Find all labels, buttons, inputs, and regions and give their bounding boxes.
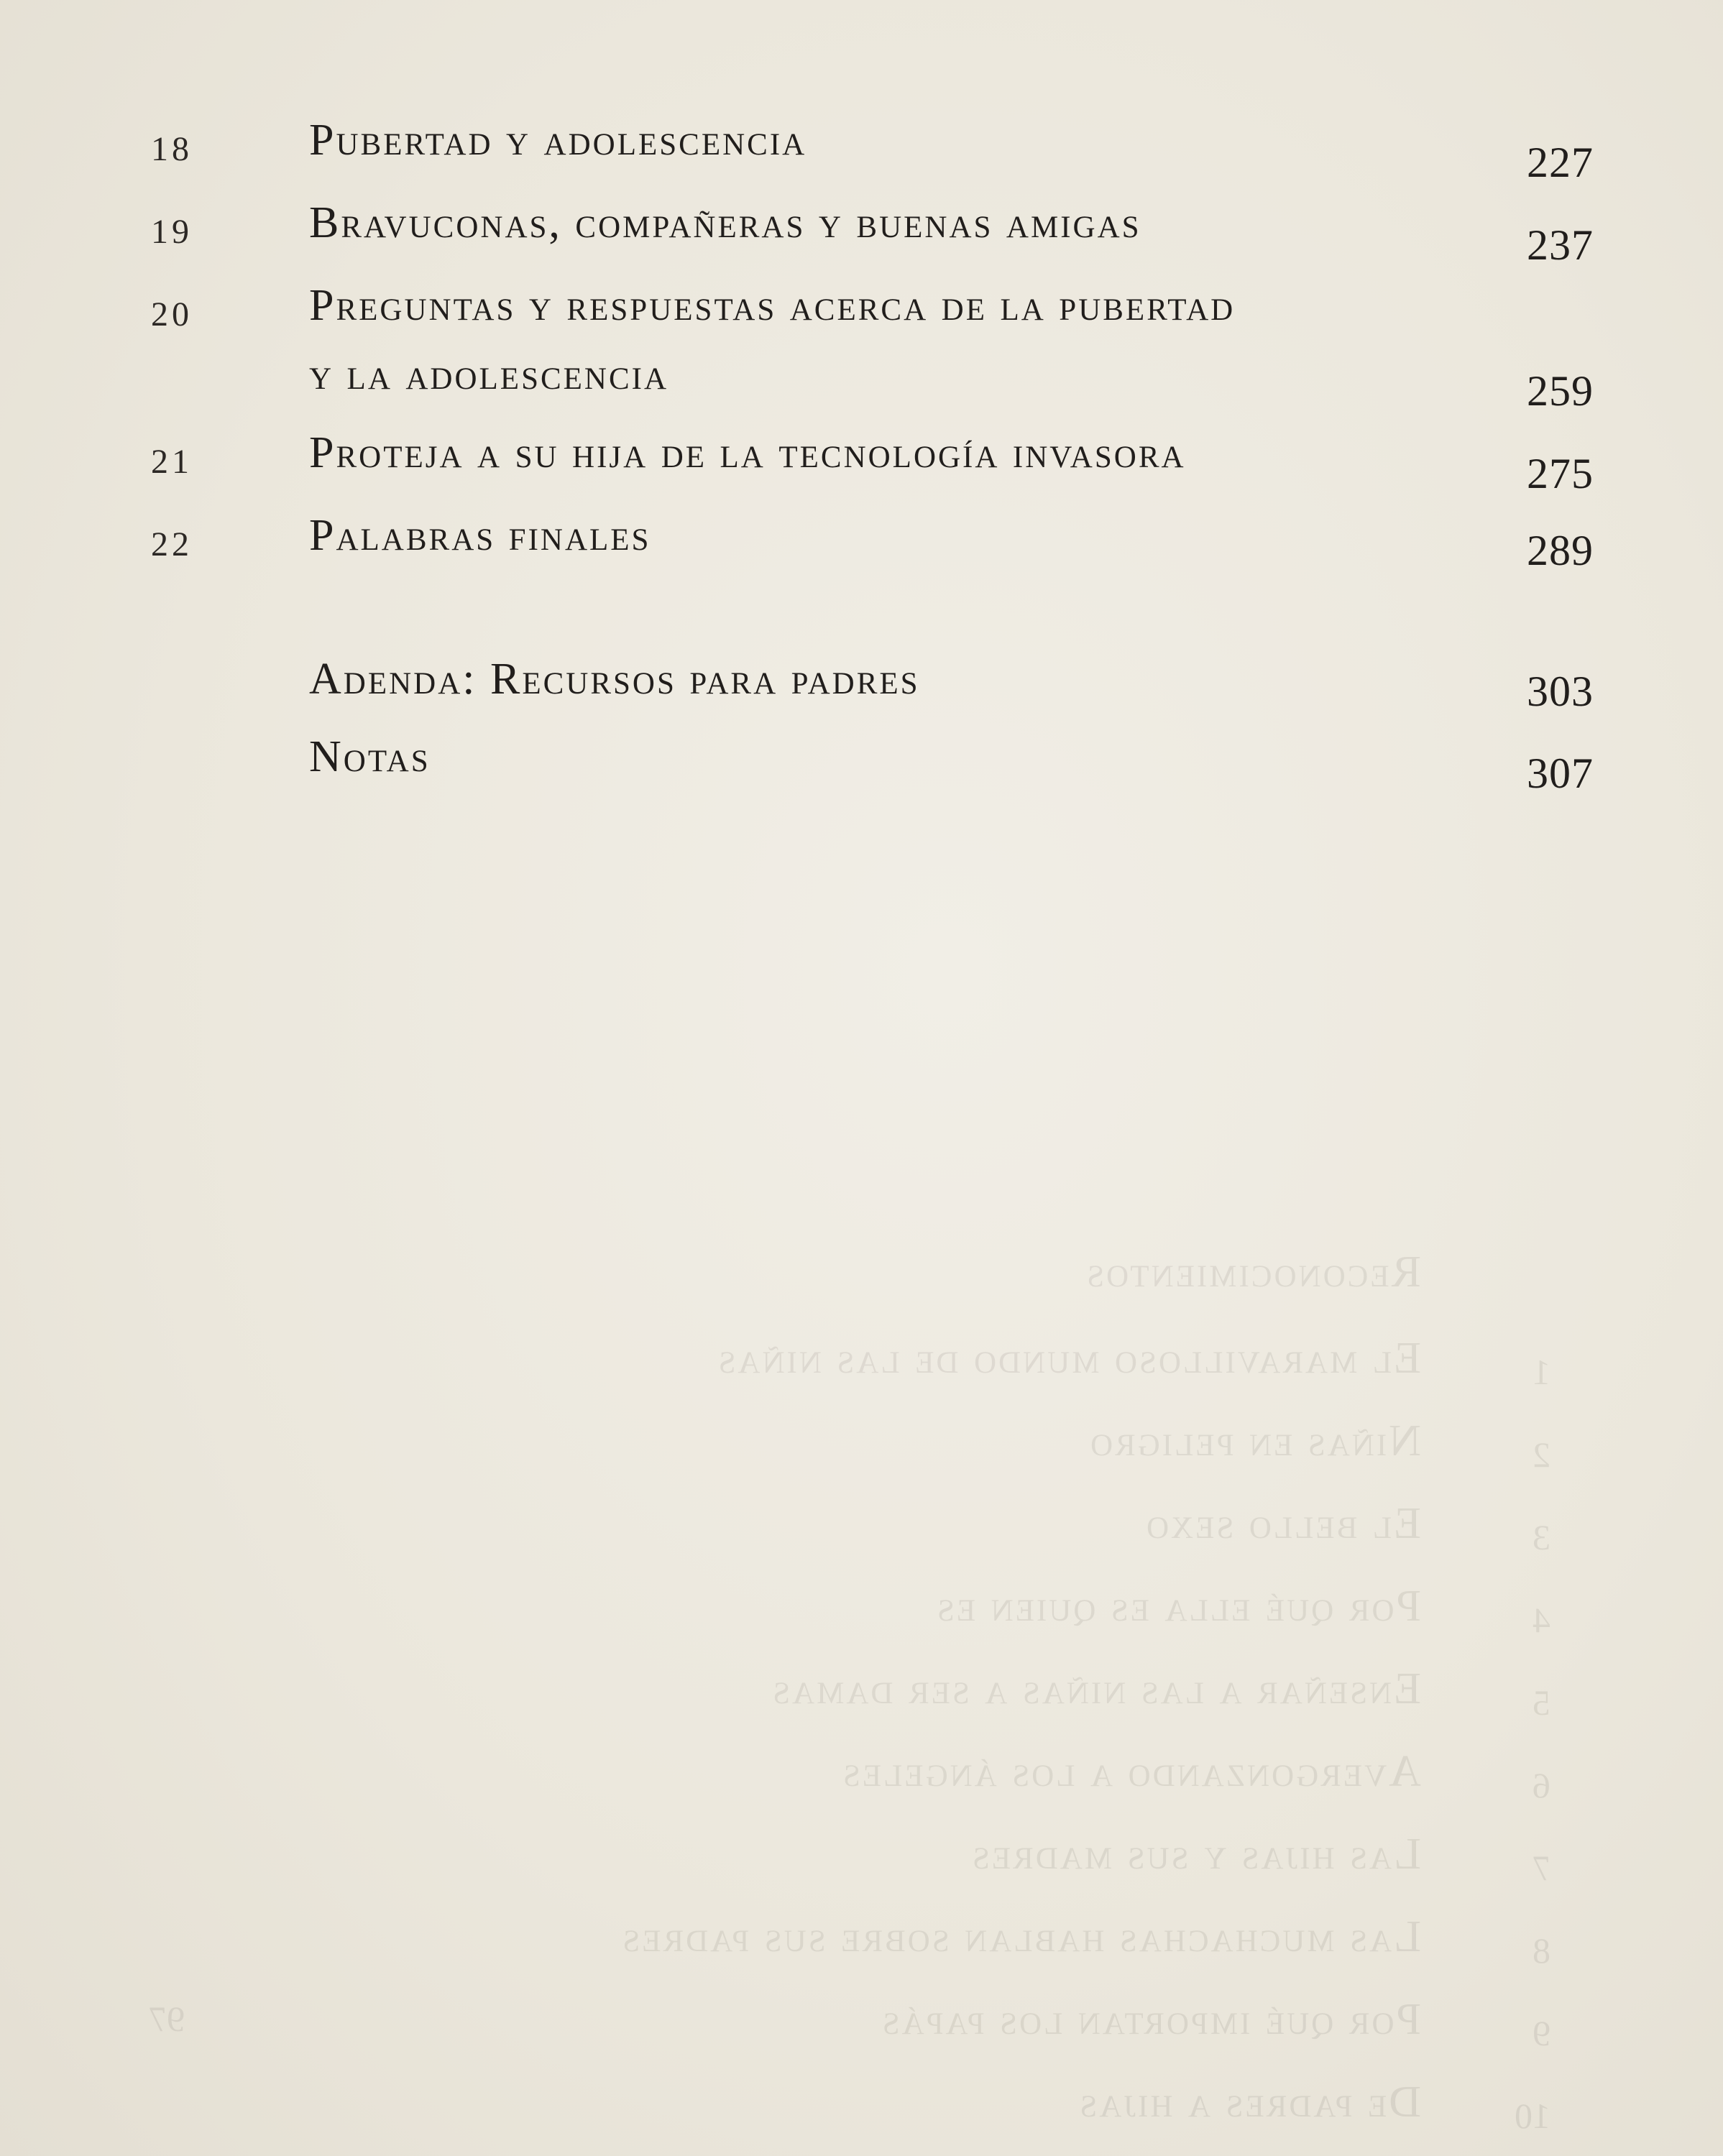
chapter-number: 21	[151, 443, 193, 481]
show-through-number: 7	[1533, 1848, 1550, 1888]
show-through-line: De padres a hijas	[1078, 2078, 1421, 2127]
chapter-number: 18	[151, 130, 193, 168]
show-through-line: El maravilloso mundo de las niñas	[716, 1334, 1421, 1383]
show-through-line: Por qué ella es quien es	[934, 1582, 1421, 1631]
show-through-number: 8	[1533, 1930, 1550, 1971]
show-through-number: 4	[1533, 1600, 1550, 1640]
chapter-number: 20	[151, 295, 193, 333]
chapter-title: Pubertad y adolescencia	[309, 116, 807, 165]
show-through-line: El bello sexo	[1144, 1499, 1421, 1548]
appendix-title: Adenda: Recursos para padres	[309, 655, 920, 704]
show-through-number: 6	[1533, 1765, 1550, 1805]
show-through-line: Las hijas y sus madres	[970, 1830, 1421, 1879]
chapter-number: 19	[151, 213, 193, 251]
show-through-line: Niñas en peligro	[1088, 1416, 1421, 1465]
chapter-page-number: 237	[1527, 221, 1594, 269]
show-through-page: 97	[149, 1999, 185, 2039]
show-through-text	[0, 1207, 1723, 2156]
notes-page-number: 307	[1527, 750, 1594, 797]
chapter-title-line-1: Preguntas y respuestas acerca de la pubertad	[309, 281, 1236, 330]
show-through-number: 2	[1533, 1434, 1550, 1475]
chapter-page-number: 227	[1527, 139, 1594, 186]
show-through-number: 3	[1533, 1517, 1550, 1557]
appendix-page-number: 303	[1527, 668, 1594, 715]
show-through-number: 9	[1533, 2013, 1550, 2053]
chapter-title-line-2: y la adolescencia	[309, 350, 669, 399]
chapter-page-number: 259	[1527, 367, 1594, 415]
show-through-number: 10	[1515, 2096, 1550, 2136]
chapter-page-number: 275	[1527, 450, 1594, 497]
chapter-title: Palabras finales	[309, 511, 651, 560]
show-through-line: Reconocimientos	[1085, 1248, 1421, 1296]
show-through-line: Enseñar a las niñas a ser damas	[771, 1664, 1421, 1713]
show-through-line: Avergonzando a los ángeles	[840, 1747, 1421, 1796]
chapter-title: Proteja a su hija de la tecnología invasora	[309, 428, 1186, 477]
chapter-page-number: 289	[1527, 527, 1594, 574]
chapter-number: 22	[151, 525, 193, 563]
chapter-title: Bravuconas, compañeras y buenas amigas	[309, 198, 1141, 247]
show-through-number: 5	[1533, 1682, 1550, 1723]
notes-title: Notas	[309, 732, 431, 781]
show-through-line: Las muchachas hablan sobre sus padres	[620, 1912, 1421, 1961]
show-through-line: Por qué importan los papás	[880, 1995, 1421, 2044]
show-through-number: 1	[1533, 1352, 1550, 1392]
